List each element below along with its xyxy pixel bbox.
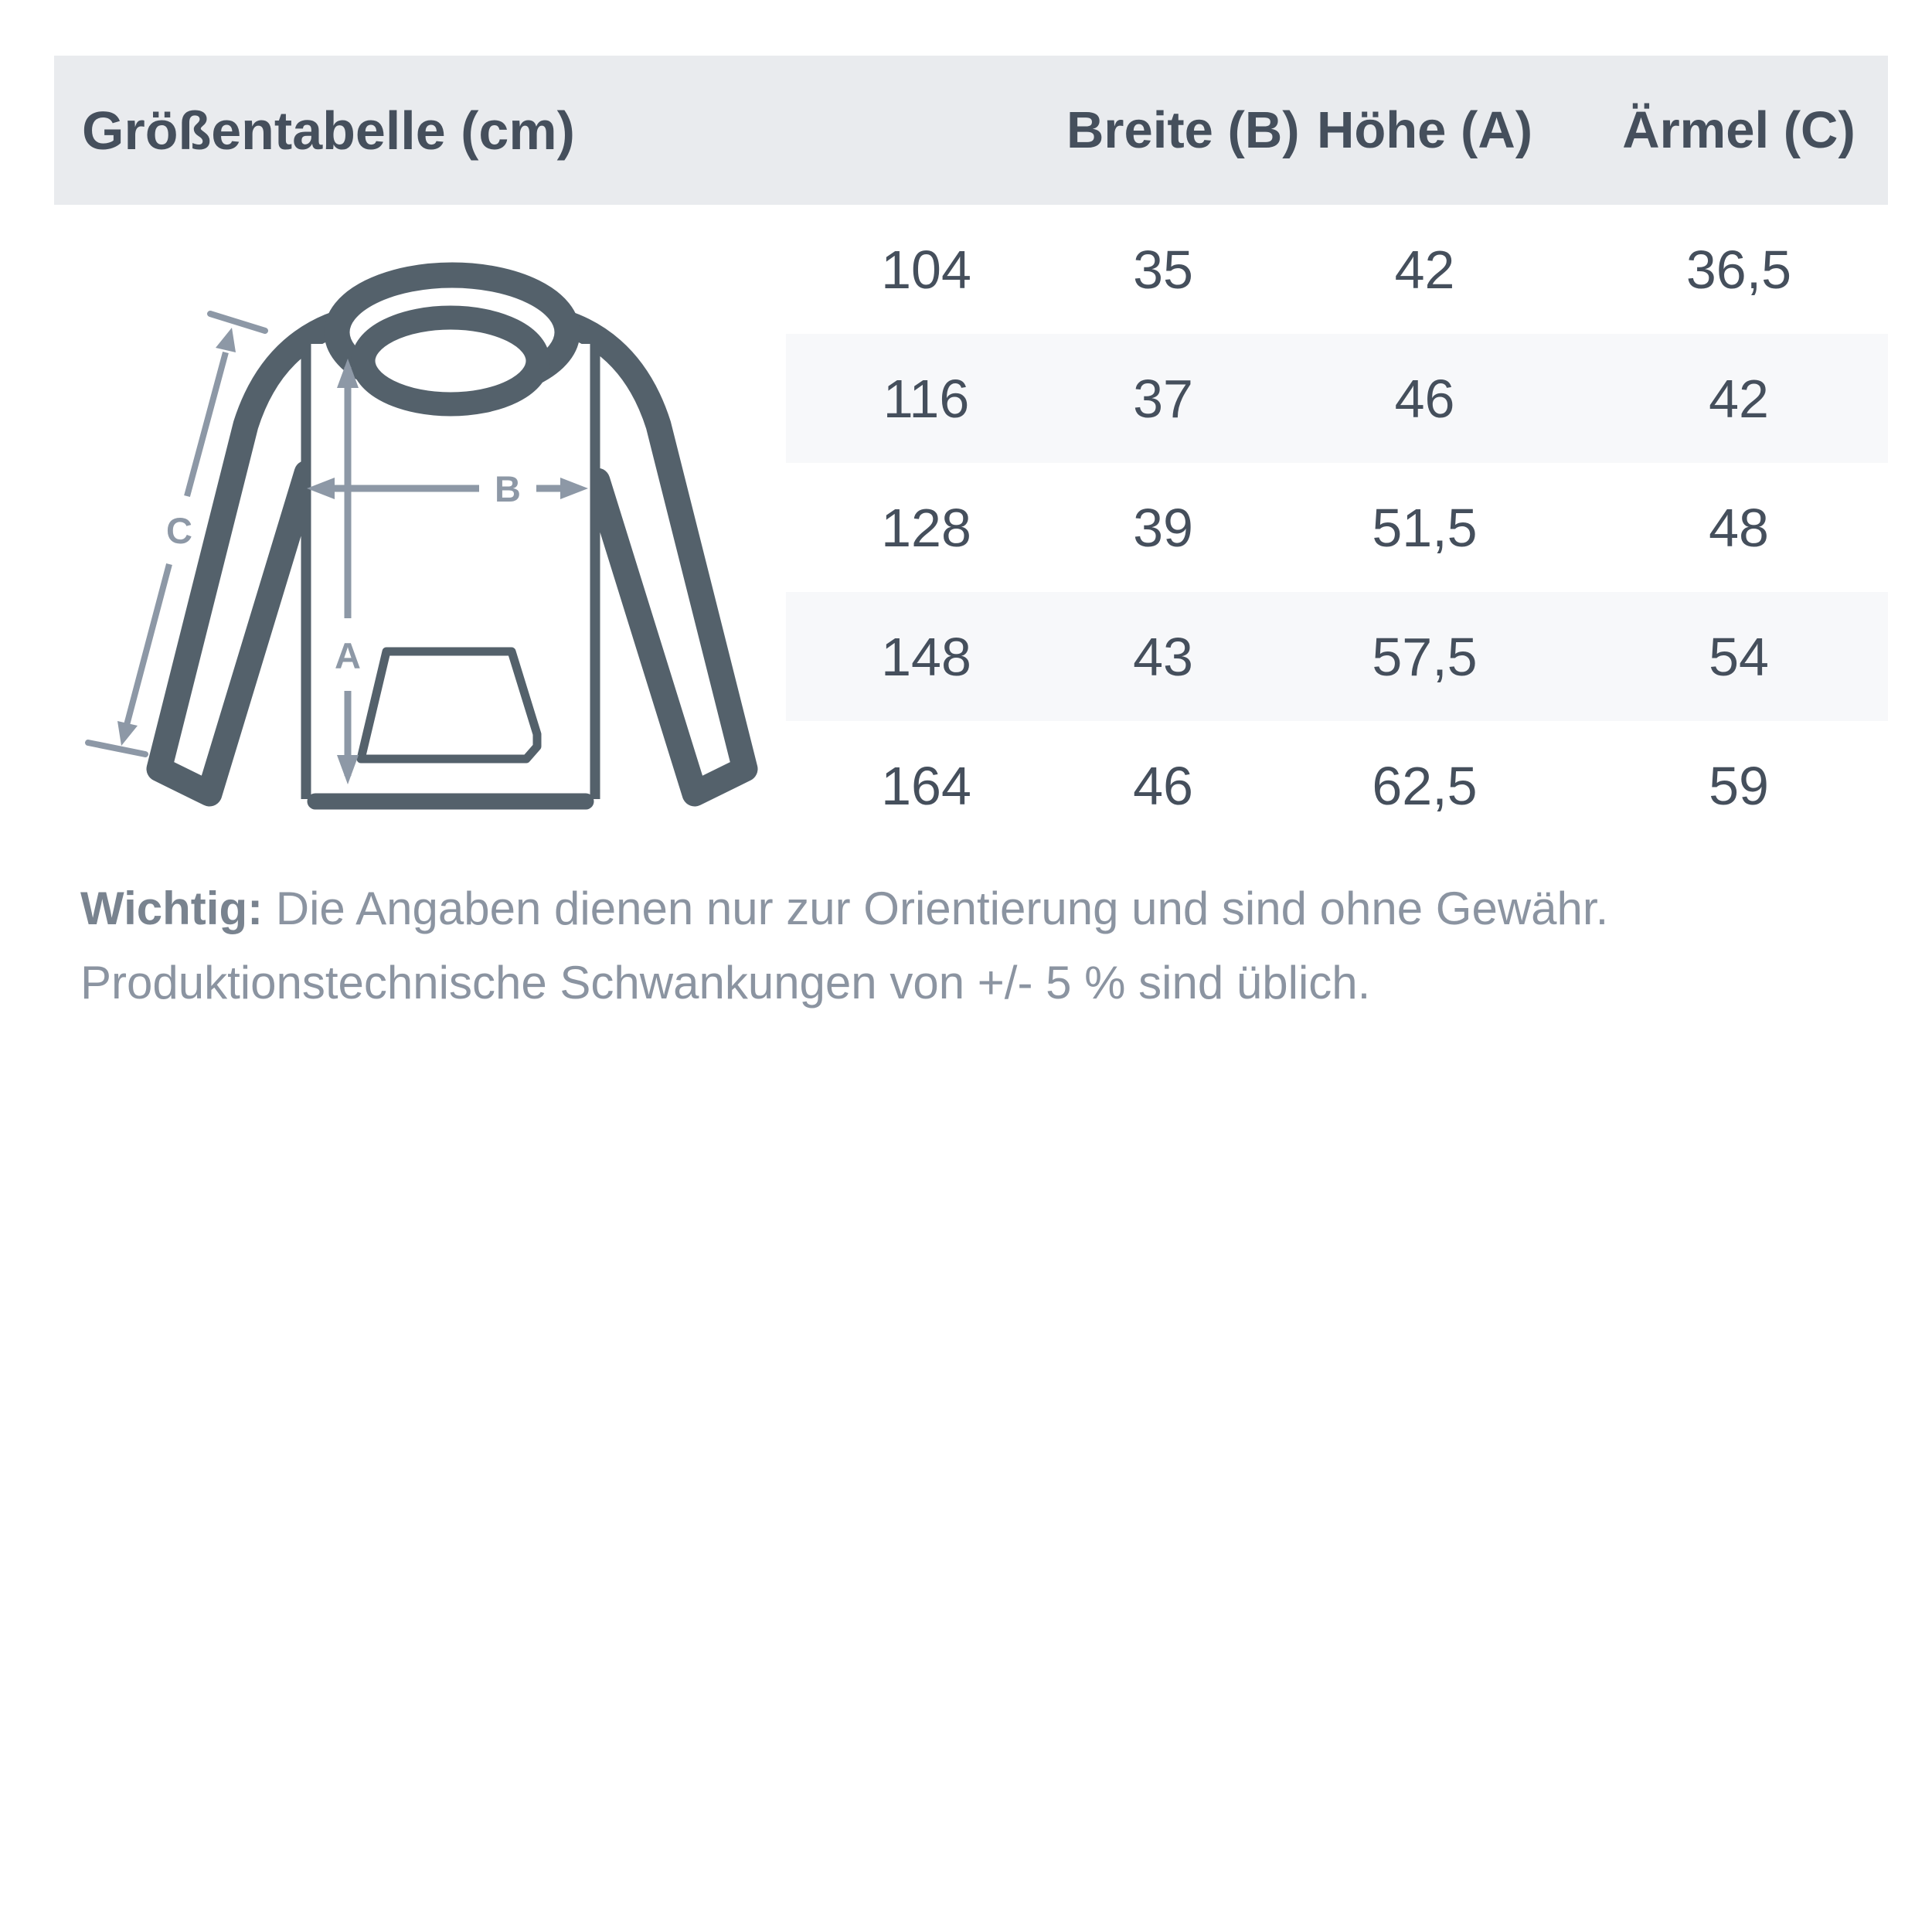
note-line-2: Produktionstechnische Schwankungen von +/- 5 % sind üblich. xyxy=(80,957,1371,1009)
cell-hoehe: 51,5 xyxy=(1372,497,1478,558)
note-bold-prefix: Wichtig: xyxy=(80,883,264,934)
table-header xyxy=(54,56,1888,205)
note-line-1-text: Die Angaben dienen nur zur Orientierung und sind ohne Gewähr. xyxy=(275,883,1609,934)
cell-size: 148 xyxy=(881,626,971,687)
cell-hoehe: 62,5 xyxy=(1372,755,1478,816)
measure-label-b: B xyxy=(495,468,521,509)
cell-breite: 39 xyxy=(1133,497,1193,558)
table-row xyxy=(786,592,1888,721)
hoodie-measurement-diagram xyxy=(54,201,796,896)
cell-size: 104 xyxy=(881,239,971,300)
hoodie-outline-icon xyxy=(54,201,796,896)
cell-hoehe: 57,5 xyxy=(1372,626,1478,687)
cell-size: 164 xyxy=(881,755,971,816)
column-header-aermel: Ärmel (C) xyxy=(1622,101,1855,159)
measure-label-a: A xyxy=(335,635,361,676)
cell-breite: 46 xyxy=(1133,755,1193,816)
important-note xyxy=(80,872,1889,1020)
note-line-1 xyxy=(80,872,1889,946)
column-header-hoehe: Höhe (A) xyxy=(1316,101,1533,159)
cell-breite: 43 xyxy=(1133,626,1193,687)
measure-label-c: C xyxy=(166,510,192,551)
cell-aermel: 42 xyxy=(1709,368,1769,429)
cell-breite: 37 xyxy=(1133,368,1193,429)
table-row xyxy=(786,721,1888,850)
cell-hoehe: 42 xyxy=(1394,239,1455,300)
size-table-body xyxy=(786,205,1888,850)
cell-aermel: 59 xyxy=(1709,755,1769,816)
column-header-breite: Breite (B) xyxy=(1066,101,1300,159)
table-row xyxy=(786,463,1888,592)
hoodie-collar-ring xyxy=(363,318,538,404)
cell-hoehe: 46 xyxy=(1394,368,1455,429)
cell-size: 128 xyxy=(881,497,971,558)
cell-breite: 35 xyxy=(1133,239,1193,300)
page-title: Größentabelle (cm) xyxy=(82,100,575,161)
cell-aermel: 54 xyxy=(1709,626,1769,687)
cell-aermel: 36,5 xyxy=(1685,239,1792,300)
cell-size: 116 xyxy=(883,368,970,429)
table-row xyxy=(786,334,1888,463)
hoodie-pocket xyxy=(361,651,537,759)
table-row xyxy=(786,205,1888,334)
cell-aermel: 48 xyxy=(1709,497,1769,558)
